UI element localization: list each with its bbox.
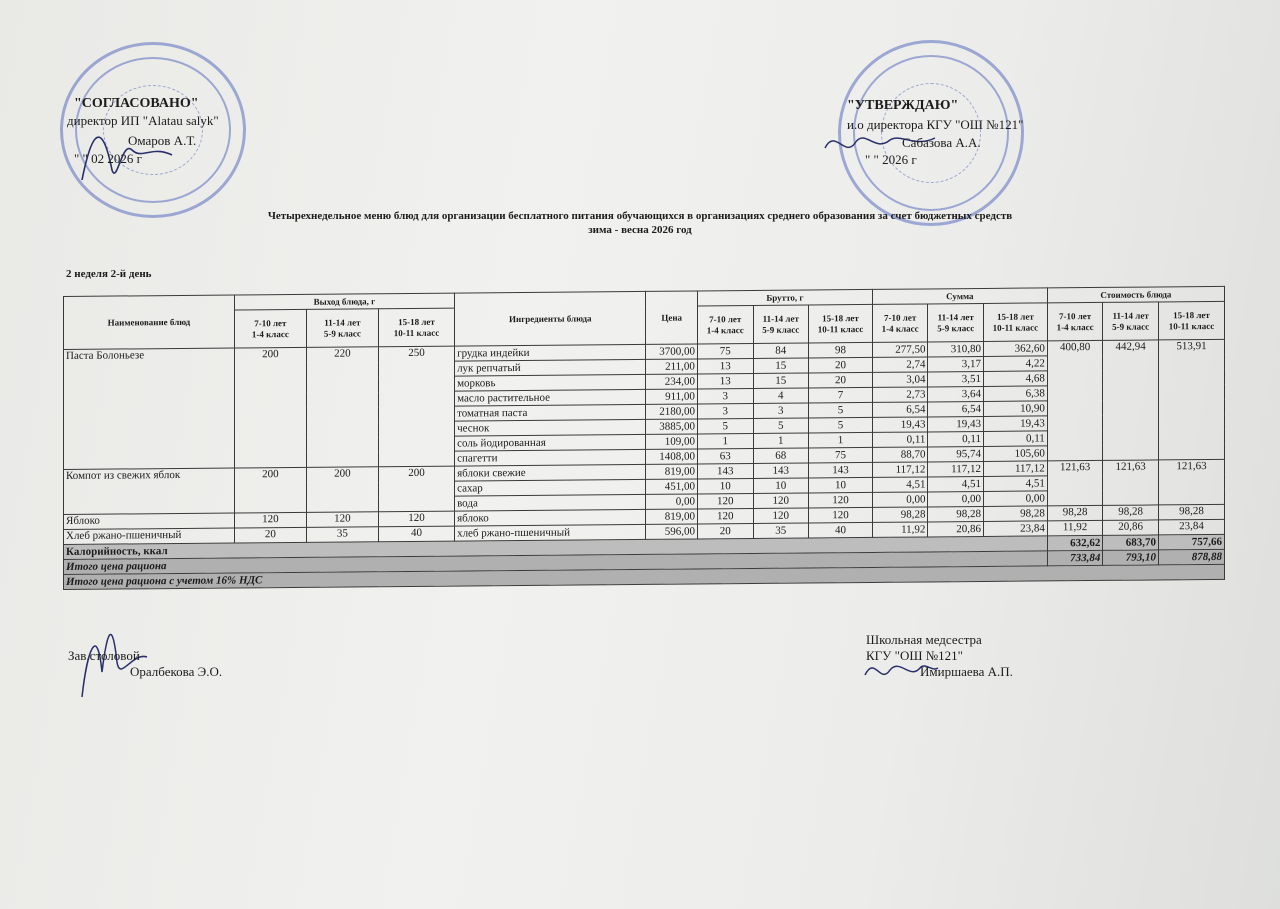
ingredient-sum: 98,28	[928, 506, 984, 521]
age-label: 7-10 лет	[709, 313, 742, 325]
ingredient-name: спагетти	[455, 449, 646, 466]
ingredient-brutto: 15	[753, 373, 809, 388]
age-label: 15-18 лет	[398, 316, 435, 327]
ingredient-brutto: 75	[809, 447, 873, 463]
class-label: 5-9 класс	[937, 322, 975, 334]
class-label: 10-11 класс	[1168, 320, 1215, 331]
ingredient-brutto: 4	[753, 388, 809, 403]
ingredient-price: 819,00	[646, 464, 697, 479]
ingredient-name: грудка индейки	[455, 344, 646, 361]
class-label: 1-4 класс	[1056, 321, 1094, 332]
ingredient-sum: 4,22	[984, 356, 1048, 372]
dish-cost: 121,63	[1158, 459, 1224, 505]
ingredient-price: 451,00	[646, 479, 697, 494]
ingredient-name: лук репчатый	[455, 359, 646, 376]
menu-title: Четырехнедельное меню блюд для организации бесплатного питания обучающихся в организациях среднего образования за счет бюджетных средств	[267, 210, 1013, 222]
ingredient-sum: 3,04	[872, 372, 928, 387]
ingredient-brutto: 75	[697, 343, 753, 358]
week-day-label: 2 неделя 2-й день	[66, 268, 152, 280]
ingredient-sum: 6,38	[984, 386, 1048, 402]
total-price-1: 733,84	[1047, 550, 1103, 565]
ingredient-sum: 2,73	[872, 387, 928, 402]
dish-output: 200	[234, 467, 306, 513]
ingredient-sum: 19,43	[984, 416, 1048, 432]
ingredient-price: 3700,00	[646, 344, 697, 359]
ingredient-brutto: 10	[753, 478, 809, 493]
ingredient-brutto: 7	[809, 387, 873, 403]
class-label: 5-9 класс	[1112, 321, 1150, 332]
dish-output: 200	[234, 347, 306, 468]
ingredient-brutto: 13	[697, 358, 753, 373]
ingredient-price: 819,00	[646, 509, 697, 524]
ingredient-sum: 2,74	[872, 357, 928, 372]
nurse-org: КГУ "ОШ №121"	[866, 648, 963, 663]
canteen-head-role: Зав.столовой	[68, 648, 140, 663]
ingredient-sum: 98,28	[984, 506, 1048, 522]
nurse-role: Школьная медсестра	[866, 632, 982, 647]
col-age-0-3	[378, 308, 454, 346]
ingredient-sum: 3,51	[928, 371, 984, 386]
col-ingredients: Ингредиенты блюда	[455, 291, 646, 346]
col-price: Цена	[646, 291, 697, 344]
dish-cost: 98,28	[1103, 505, 1159, 520]
ingredient-sum: 310,80	[928, 341, 984, 356]
total-price-label: Итого цена рациона	[64, 551, 1048, 575]
ingredient-name: морковь	[455, 374, 646, 391]
ingredient-sum: 117,12	[928, 461, 984, 476]
ingredient-brutto: 120	[697, 493, 753, 508]
ingredient-price: 109,00	[646, 434, 697, 449]
ingredient-price: 234,00	[646, 374, 697, 389]
ingredient-name: хлеб ржано-пшеничный	[455, 524, 646, 541]
ingredient-brutto: 98	[809, 342, 873, 358]
ingredient-sum: 10,90	[984, 401, 1048, 417]
class-label: 10-11 класс	[992, 322, 1039, 333]
dish-cost: 23,84	[1158, 519, 1224, 535]
class-label: 10-11 класс	[817, 323, 864, 335]
ingredient-brutto: 120	[697, 508, 753, 523]
col-age-0-2	[306, 309, 378, 347]
dish-name: Яблоко	[64, 513, 235, 529]
ingredient-brutto: 143	[809, 462, 873, 478]
menu-table	[63, 286, 1225, 590]
ingredient-sum: 98,28	[872, 507, 928, 522]
ingredient-brutto: 5	[809, 417, 873, 433]
col-age-2-2	[928, 304, 984, 342]
col-dish-name: Наименование блюд	[64, 295, 235, 349]
ingredient-sum: 3,64	[928, 386, 984, 401]
ingredient-brutto: 120	[809, 492, 873, 508]
ingredient-brutto: 1	[753, 433, 809, 448]
dish-cost: 400,80	[1047, 340, 1103, 460]
ingredient-price: 1408,00	[646, 449, 697, 464]
ingredient-sum: 23,84	[984, 521, 1048, 537]
ingredient-brutto: 10	[697, 478, 753, 493]
age-label: 11-14 лет	[937, 311, 974, 323]
dish-cost: 121,63	[1103, 460, 1159, 505]
ingredient-sum: 105,60	[984, 446, 1048, 462]
class-label: 1-4 класс	[706, 324, 744, 336]
ingredient-sum: 0,11	[984, 431, 1048, 447]
dish-cost: 20,86	[1103, 520, 1159, 535]
left-approval-name: Омаров А.Т.	[128, 133, 197, 148]
ingredient-brutto: 5	[753, 418, 809, 433]
ingredient-name: чеснок	[455, 419, 646, 436]
col-age-3-1	[1047, 303, 1103, 341]
dish-output: 120	[306, 512, 378, 528]
ingredient-name: сахар	[455, 479, 646, 496]
col-age-2-3	[984, 303, 1048, 341]
ingredient-sum: 88,70	[872, 447, 928, 462]
col-brutto: Брутто, г	[697, 289, 872, 306]
dish-output: 40	[378, 526, 454, 542]
col-age-1-3	[809, 305, 873, 343]
dish-output: 200	[306, 467, 378, 513]
right-approval-name: Сабазова А.А.	[902, 135, 981, 150]
dish-cost: 442,94	[1103, 340, 1159, 460]
calories-2: 683,70	[1103, 535, 1159, 550]
ingredient-sum: 0,11	[872, 432, 928, 447]
left-approval-title: "СОГЛАСОВАНО"	[74, 96, 199, 111]
ingredient-brutto: 20	[697, 523, 753, 538]
dish-output: 20	[234, 527, 306, 543]
dish-output: 35	[306, 527, 378, 543]
col-age-1-1	[697, 306, 753, 344]
ingredient-sum: 95,74	[928, 446, 984, 461]
dish-cost: 98,28	[1158, 504, 1224, 520]
ingredient-brutto: 68	[753, 448, 809, 463]
class-label: 10-11 класс	[393, 327, 440, 338]
total-price-3: 878,88	[1158, 549, 1224, 565]
ingredient-brutto: 84	[753, 343, 809, 358]
ingredient-sum: 0,00	[928, 491, 984, 506]
ingredient-brutto: 3	[753, 403, 809, 418]
col-age-2-1	[872, 304, 928, 342]
ingredient-price: 911,00	[646, 389, 697, 404]
class-label: 1-4 класс	[881, 323, 919, 334]
ingredient-brutto: 3	[697, 403, 753, 418]
total-price-2: 793,10	[1103, 550, 1159, 565]
ingredient-brutto: 143	[697, 463, 753, 478]
dish-output: 120	[378, 511, 454, 527]
ingredient-brutto: 120	[753, 493, 809, 508]
col-sum: Сумма	[872, 288, 1047, 305]
right-approval-position: и.о директора КГУ "ОШ №121"	[847, 117, 1024, 132]
ingredient-name: соль йодированная	[455, 434, 646, 451]
ingredient-brutto: 120	[809, 507, 873, 523]
col-age-1-2	[753, 305, 809, 343]
dish-name: Хлеб ржано-пшеничный	[64, 528, 235, 544]
ingredient-sum: 4,68	[984, 371, 1048, 387]
dish-output: 200	[378, 466, 454, 512]
ingredient-brutto: 3	[697, 388, 753, 403]
ingredient-brutto: 20	[809, 357, 873, 373]
right-approval-title: "УТВЕРЖДАЮ"	[847, 98, 959, 113]
col-age-3-3	[1158, 302, 1224, 340]
age-label: 7-10 лет	[254, 317, 287, 328]
ingredient-brutto: 35	[753, 523, 809, 538]
ingredient-price: 2180,00	[646, 404, 697, 419]
age-label: 15-18 лет	[1173, 309, 1210, 320]
ingredient-sum: 19,43	[872, 417, 928, 432]
calories-label: Калорийность, ккал	[64, 536, 1048, 560]
dish-name: Компот из свежих яблок	[64, 468, 235, 514]
ingredient-sum: 3,17	[928, 356, 984, 371]
ingredient-brutto: 15	[753, 358, 809, 373]
col-cost: Стоимость блюда	[1047, 286, 1224, 303]
ingredient-sum: 4,51	[872, 477, 928, 492]
ingredient-sum: 6,54	[872, 402, 928, 417]
ingredient-price: 211,00	[646, 359, 697, 374]
age-label: 11-14 лет	[324, 317, 361, 328]
dish-output: 120	[234, 512, 306, 528]
nurse-name: Имиршаева А.П.	[920, 664, 1013, 679]
dish-cost: 121,63	[1047, 460, 1103, 505]
age-label: 11-14 лет	[762, 313, 799, 324]
age-label: 15-18 лет	[822, 312, 859, 324]
ingredient-brutto: 5	[697, 418, 753, 433]
dish-cost: 98,28	[1047, 505, 1103, 520]
dish-name: Паста Болоньезе	[64, 348, 235, 469]
dish-output: 220	[306, 347, 378, 468]
ingredient-sum: 117,12	[984, 461, 1048, 477]
canteen-head-name: Оралбекова Э.О.	[130, 664, 223, 679]
ingredient-name: масло растительное	[455, 389, 646, 406]
age-label: 11-14 лет	[1112, 310, 1149, 321]
table-body	[64, 339, 1225, 544]
col-output: Выход блюда, г	[234, 293, 454, 310]
ingredient-name: яблоко	[455, 509, 646, 526]
ingredient-name: вода	[455, 494, 646, 511]
ingredient-name: томатная паста	[455, 404, 646, 421]
col-age-3-2	[1103, 302, 1159, 340]
class-label: 1-4 класс	[251, 328, 289, 339]
ingredient-brutto: 1	[809, 432, 873, 448]
class-label: 5-9 класс	[323, 328, 361, 339]
ingredient-price: 0,00	[646, 494, 697, 509]
ingredient-price: 3885,00	[646, 419, 697, 434]
ingredient-brutto: 20	[809, 372, 873, 388]
total-vat-label: Итого цена рациона с учетом 16% НДС	[64, 564, 1225, 589]
ingredient-brutto: 40	[809, 522, 873, 538]
ingredient-sum: 0,00	[872, 492, 928, 507]
col-age-0-1	[234, 310, 306, 348]
dish-cost: 11,92	[1047, 520, 1103, 535]
ingredient-brutto: 143	[753, 463, 809, 478]
ingredient-brutto: 5	[809, 402, 873, 418]
ingredient-brutto: 120	[753, 508, 809, 523]
class-label: 5-9 класс	[762, 324, 800, 335]
ingredient-brutto: 1	[697, 433, 753, 448]
ingredient-brutto: 10	[809, 477, 873, 493]
ingredient-sum: 277,50	[872, 342, 928, 357]
ingredient-sum: 4,51	[928, 476, 984, 491]
ingredient-sum: 20,86	[928, 521, 984, 536]
right-approval-date: " " 2026 г	[865, 152, 917, 167]
calories-3: 757,66	[1158, 534, 1224, 550]
ingredient-brutto: 13	[697, 373, 753, 388]
dish-cost: 513,91	[1158, 339, 1224, 460]
ingredient-name: яблоки свежие	[455, 464, 646, 481]
age-label: 7-10 лет	[884, 312, 917, 323]
ingredient-sum: 0,00	[984, 491, 1048, 507]
ingredient-brutto: 63	[697, 448, 753, 463]
ingredient-sum: 4,51	[984, 476, 1048, 492]
ingredient-sum: 11,92	[872, 522, 928, 537]
ingredient-sum: 6,54	[928, 401, 984, 416]
age-label: 15-18 лет	[997, 311, 1034, 322]
dish-output: 250	[378, 346, 454, 467]
ingredient-sum: 117,12	[872, 462, 928, 477]
left-approval-position: директор ИП "Alatau salyk"	[67, 113, 219, 128]
ingredient-sum: 19,43	[928, 416, 984, 431]
ingredient-sum: 0,11	[928, 431, 984, 446]
left-approval-date: " " 02 2026 г	[74, 151, 142, 166]
ingredient-price: 596,00	[646, 524, 697, 539]
age-label: 7-10 лет	[1058, 310, 1092, 321]
menu-subtitle: зима - весна 2026 год	[588, 224, 692, 236]
ingredient-sum: 362,60	[984, 341, 1048, 357]
calories-1: 632,62	[1047, 535, 1103, 550]
